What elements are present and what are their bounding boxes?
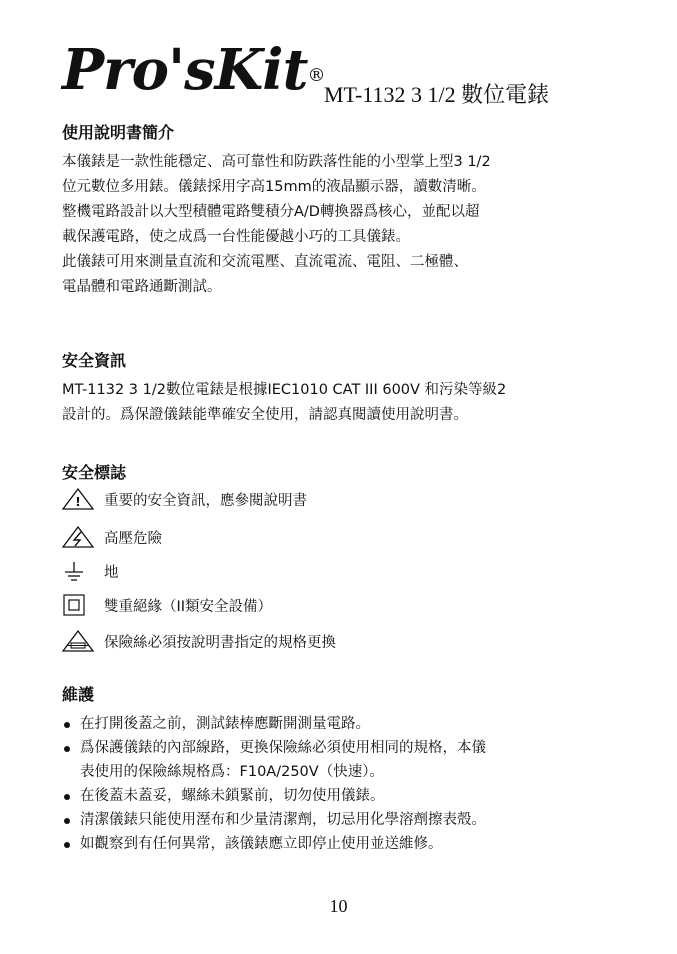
svg-text:!: ! — [75, 495, 81, 509]
symbol-text-fuse: 保險絲必須按說明書指定的規格更換 — [104, 634, 336, 651]
symbol-row-high-voltage — [62, 524, 162, 550]
warning-triangle-icon — [62, 488, 96, 510]
fuse-icon — [62, 630, 96, 652]
maintenance-heading: 維護 — [62, 685, 95, 704]
bullet-icon — [64, 746, 70, 752]
symbol-row-ground — [62, 558, 119, 584]
registered-mark: ® — [307, 65, 325, 86]
symbol-row-fuse — [62, 628, 336, 654]
symbol-row-warning — [62, 486, 307, 512]
safety-info-heading: 安全資訊 — [62, 351, 127, 370]
list-item: 在打開後蓋之前，測試錶棒應斷開測量電路。 — [62, 712, 642, 736]
safety-symbols-heading: 安全標誌 — [62, 463, 127, 482]
symbol-text-warning: 重要的安全資訊，應參閱說明書 — [104, 492, 307, 509]
symbol-text-double-insulation: 雙重絕緣（II類安全設備） — [104, 598, 273, 615]
bullet-icon — [64, 842, 70, 848]
maintenance-list — [62, 712, 642, 856]
intro-section — [62, 122, 642, 300]
model-title: MT-1132 3 1/2 數位電錶 — [324, 82, 550, 107]
safety-info-section — [62, 350, 642, 428]
double-insulation-icon — [62, 594, 96, 616]
brand-logo — [62, 38, 324, 102]
symbol-row-double-insulation — [62, 592, 272, 618]
header — [62, 38, 622, 110]
symbol-text-ground: 地 — [104, 564, 119, 581]
list-item: 爲保護儀錶的內部線路，更換保險絲必須使用相同的規格，本儀 表使用的保險絲規格爲：F10A/250V（快速）。 — [62, 736, 642, 784]
safety-info-text: MT-1132 3 1/2數位電錶是根據IEC1010 CAT III 600V 和污染等級2 設計的。爲保證儀錶能準確安全使用，請認真閱讀使用說明書。 — [62, 382, 507, 423]
brand-name: Pro'sKit — [62, 37, 308, 103]
list-item: 在後蓋未蓋妥，螺絲未鎖緊前，切勿使用儀錶。 — [62, 784, 642, 808]
safety-symbols-section — [62, 462, 642, 662]
ground-icon — [62, 560, 96, 582]
intro-text: 本儀錶是一款性能穩定、高可靠性和防跌落性能的小型掌上型3 1/2 位元數位多用錶。儀錶採用字高15mm的液晶顯示器，讀數清晰。 整機電路設計以大型積體電路雙積分A/D轉換器爲核心，並配以超 載保護電路，使之成爲一台性能優越小巧的工具儀錶。 此儀錶可用來測量直流和交流電壓、直流電流、電阻、二極體、 電晶體和電路通斷測試。 — [62, 154, 491, 295]
maintenance-section — [62, 684, 642, 856]
list-item: 清潔儀錶只能使用溼布和少量清潔劑，切忌用化學溶劑擦表殼。 — [62, 808, 642, 832]
symbol-text-high-voltage: 高壓危險 — [104, 530, 162, 547]
intro-heading: 使用說明書簡介 — [62, 123, 175, 142]
page-number: 10 — [329, 896, 348, 916]
bullet-icon — [64, 818, 70, 824]
bullet-icon — [64, 722, 70, 728]
list-item: 如觀察到有任何異常，該儀錶應立即停止使用並送維修。 — [62, 832, 642, 856]
high-voltage-icon — [62, 526, 96, 548]
bullet-icon — [64, 794, 70, 800]
